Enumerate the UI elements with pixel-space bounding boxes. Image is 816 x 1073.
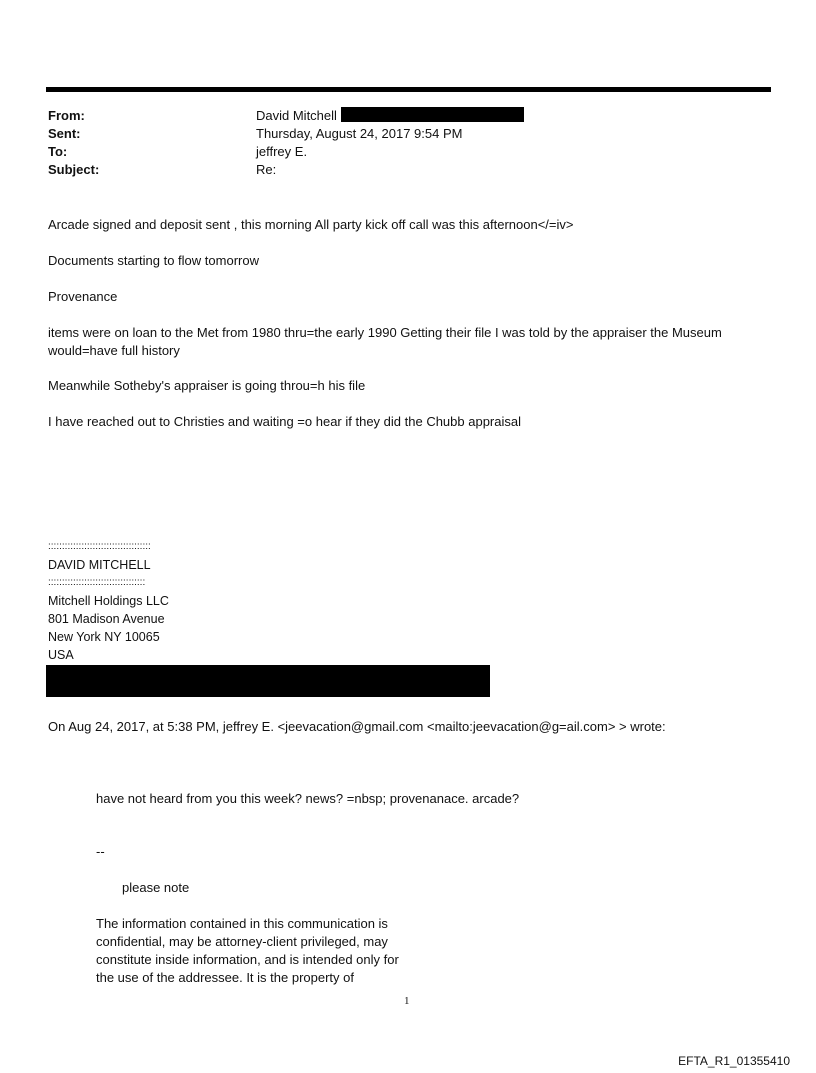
disclaimer-line: The information contained in this communication is bbox=[96, 916, 388, 931]
bates-number: EFTA_R1_01355410 bbox=[678, 1054, 790, 1068]
sent-label: Sent: bbox=[48, 126, 81, 141]
signature-company: Mitchell Holdings LLC bbox=[48, 594, 169, 608]
page-number: 1 bbox=[404, 995, 410, 1007]
body-paragraph: Documents starting to flow tomorrow bbox=[48, 253, 259, 268]
reply-attribution-text: On Aug 24, 2017, at 5:38 PM, jeffrey E. <jeevacation@gmail.com <mailto:jeevacation@g=ail.com> > wrote: bbox=[48, 719, 666, 734]
signature-country: USA bbox=[48, 648, 74, 662]
body-paragraph: Meanwhile Sotheby's appraiser is going throu=h his file bbox=[48, 378, 366, 393]
body-paragraph: Provenance bbox=[48, 289, 118, 304]
subject-value: Re: bbox=[256, 162, 277, 177]
disclaimer-line: constitute inside information, and is intended only for bbox=[96, 952, 399, 967]
disclaimer-line: confidential, may be attorney-client privileged, may bbox=[96, 934, 388, 949]
from-value bbox=[256, 107, 524, 125]
reply-attribution bbox=[48, 718, 666, 736]
signature-separator: ::::::::::::::::::::::::::::::::::::: bbox=[48, 541, 151, 552]
body-paragraph: would=have full history bbox=[48, 343, 180, 358]
subject-label: Subject: bbox=[48, 162, 100, 177]
signature-address: 801 Madison Avenue bbox=[48, 612, 165, 626]
from-label: From: bbox=[48, 108, 85, 123]
quoted-note: please note bbox=[122, 880, 190, 895]
redaction-box bbox=[341, 107, 524, 122]
from-name: David Mitchell bbox=[256, 108, 337, 123]
to-value: jeffrey E. bbox=[256, 144, 308, 159]
to-label: To: bbox=[48, 144, 68, 159]
signature-separator: ::::::::::::::::::::::::::::::::::: bbox=[48, 577, 146, 588]
sent-value: Thursday, August 24, 2017 9:54 PM bbox=[256, 126, 463, 141]
body-paragraph: items were on loan to the Met from 1980 thru=the early 1990 Getting their file I was told by the appraiser the Museum bbox=[48, 325, 722, 340]
header-rule bbox=[46, 87, 771, 92]
quoted-line: have not heard from you this week? news? =nbsp; provenanace. arcade? bbox=[96, 791, 520, 806]
body-paragraph: I have reached out to Christies and waiting =o hear if they did the Chubb appraisal bbox=[48, 414, 521, 429]
disclaimer-line: the use of the addressee. It is the property of bbox=[96, 970, 354, 985]
redaction-box bbox=[46, 665, 490, 697]
signature-name: DAVID MITCHELL bbox=[48, 558, 151, 572]
body-paragraph: Arcade signed and deposit sent , this morning All party kick off call was this afternoon</=iv> bbox=[48, 217, 574, 232]
quoted-dashes: -- bbox=[96, 844, 105, 859]
signature-address: New York NY 10065 bbox=[48, 630, 160, 644]
